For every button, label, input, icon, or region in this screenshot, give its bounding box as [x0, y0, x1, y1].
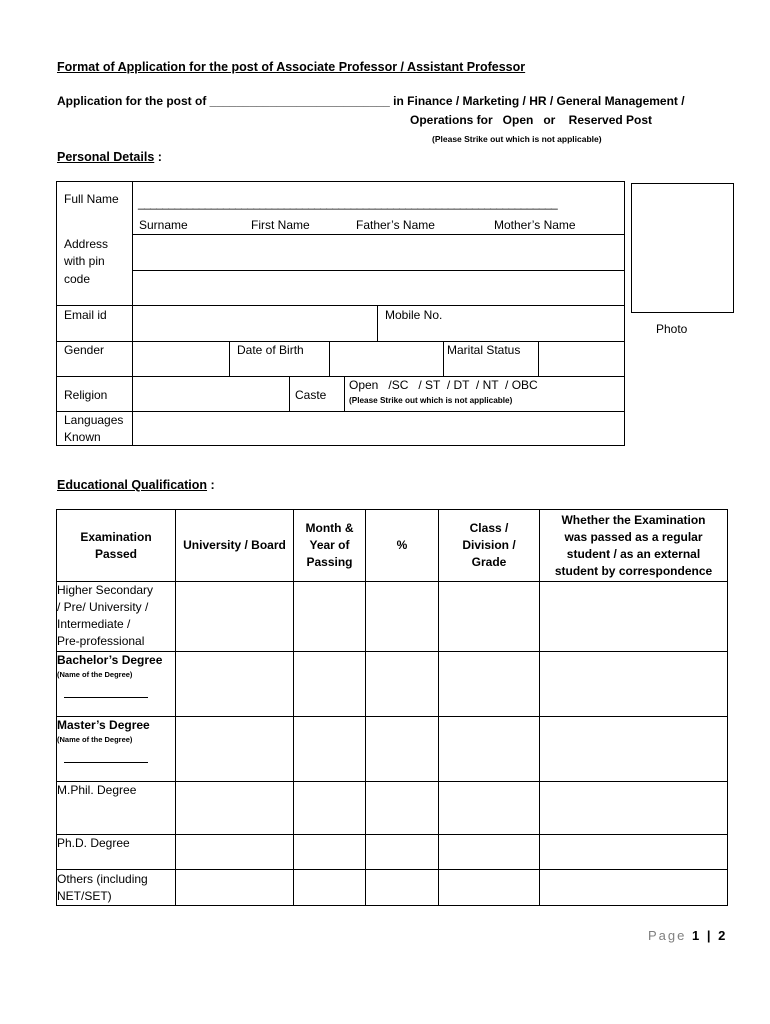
cell-input[interactable] [176, 652, 294, 717]
education-heading: Educational Qualification [57, 478, 208, 492]
personal-details-colon: : [154, 150, 162, 164]
table-row [57, 870, 728, 906]
col-university: University / Board [176, 510, 294, 582]
cell-input[interactable] [366, 870, 439, 906]
cell-input[interactable] [439, 835, 540, 870]
row-divider [57, 376, 624, 377]
cell-input[interactable] [176, 782, 294, 835]
cell-input[interactable] [540, 582, 728, 652]
application-post-line-2: Operations for Open or Reserved Post [410, 113, 653, 127]
col-divider [329, 341, 330, 376]
strike-out-note: (Please Strike out which is not applicable) [432, 134, 602, 144]
cell-input[interactable] [540, 652, 728, 717]
row-others [57, 870, 176, 906]
gender-label: Gender [64, 343, 105, 357]
table-row [57, 835, 728, 870]
cell-input[interactable] [439, 652, 540, 717]
col-divider [443, 341, 444, 376]
cell-input[interactable] [366, 782, 439, 835]
mothers-name-label: Mother’s Name [494, 218, 576, 232]
languages-label-2: Known [64, 430, 101, 444]
hs-line-2: / Pre/ University / [57, 600, 149, 614]
cell-input[interactable] [439, 717, 540, 782]
col-percent: % [366, 510, 439, 582]
education-table [56, 509, 728, 906]
fathers-name-label: Father’s Name [356, 218, 435, 232]
cell-input[interactable] [176, 835, 294, 870]
row-phd: Ph.D. Degree [57, 835, 176, 870]
cell-input[interactable] [294, 582, 366, 652]
cell-input[interactable] [294, 782, 366, 835]
languages-label-1: Languages [64, 413, 124, 427]
col-divider [289, 376, 290, 411]
cell-input[interactable] [294, 717, 366, 782]
caste-label: Caste [295, 388, 327, 402]
cell-input[interactable] [294, 652, 366, 717]
col-month-year: Month & Year of Passing [294, 510, 366, 582]
address-label-1: Address [64, 237, 109, 251]
table-row [57, 717, 728, 782]
col-exam-passed: Examination Passed [57, 510, 176, 582]
bachelor-label: Bachelor’s Degree [57, 653, 163, 667]
cell-input[interactable] [176, 582, 294, 652]
personal-details-heading-wrap [57, 150, 162, 164]
row-divider [57, 411, 624, 412]
cell-input[interactable] [439, 782, 540, 835]
col-divider [377, 305, 378, 341]
application-post-line: Application for the post of ___________________________ in Finance / Marketing / HR / General Management / [57, 94, 685, 108]
email-label: Email id [64, 308, 107, 322]
table-row [57, 582, 728, 652]
master-label: Master’s Degree [57, 718, 150, 732]
dob-label: Date of Birth [237, 343, 304, 357]
cell-input[interactable] [540, 835, 728, 870]
address-label-3: code [64, 272, 91, 286]
cell-input[interactable] [540, 782, 728, 835]
form-title: Format of Application for the post of Associate Professor / Assistant Professor [57, 60, 526, 74]
education-heading-wrap [57, 478, 215, 492]
personal-details-table [56, 181, 625, 446]
col-regular-external: Whether the Examination was passed as a regular student / as an external student by correspondence [540, 510, 728, 582]
table-row [57, 782, 728, 835]
page-number: 1 | 2 [692, 928, 728, 943]
cell-input[interactable] [366, 717, 439, 782]
master-degree-line[interactable] [64, 762, 148, 763]
cell-input[interactable] [294, 835, 366, 870]
row-bachelor [57, 652, 176, 717]
hs-line-4: Pre-professional [57, 634, 145, 648]
col-class-division: Class / Division / Grade [439, 510, 540, 582]
personal-details-heading: Personal Details [57, 150, 155, 164]
table-row [57, 652, 728, 717]
category-options[interactable]: Open /SC / ST / DT / NT / OBC [349, 378, 538, 392]
full-name-field[interactable]: _____________________________________________________________________ [138, 196, 558, 210]
cell-input[interactable] [366, 582, 439, 652]
cell-input[interactable] [176, 870, 294, 906]
bachelor-sub-label: (Name of the Degree) [57, 670, 133, 679]
page-footer [648, 928, 727, 943]
religion-label: Religion [64, 388, 108, 402]
marital-status-label: Marital Status [447, 343, 521, 357]
address-label-2: with pin [64, 254, 105, 268]
email-field[interactable] [133, 306, 377, 341]
col-divider [229, 341, 230, 376]
hs-line-1: Higher Secondary [57, 583, 154, 597]
col-divider [344, 376, 345, 411]
row-master [57, 717, 176, 782]
education-colon: : [207, 478, 215, 492]
category-strike-note: (Please Strike out which is not applicable) [349, 396, 513, 405]
row-mphil: M.Phil. Degree [57, 782, 176, 835]
photo-label: Photo [656, 322, 688, 336]
bachelor-degree-line[interactable] [64, 697, 148, 698]
photo-box[interactable] [631, 183, 734, 313]
cell-input[interactable] [439, 870, 540, 906]
row-higher-secondary [57, 582, 176, 652]
page-word: Page [648, 928, 687, 943]
others-line-2: NET/SET) [57, 889, 112, 903]
first-name-label: First Name [251, 218, 310, 232]
cell-input[interactable] [176, 717, 294, 782]
master-sub-label: (Name of the Degree) [57, 735, 133, 744]
cell-input[interactable] [439, 582, 540, 652]
hs-line-3: Intermediate / [57, 617, 131, 631]
cell-input[interactable] [540, 870, 728, 906]
mobile-label: Mobile No. [385, 308, 443, 322]
others-line-1: Others (including [57, 872, 148, 886]
address-field[interactable] [133, 235, 624, 305]
surname-label: Surname [139, 218, 188, 232]
cell-input[interactable] [366, 835, 439, 870]
cell-input[interactable] [366, 652, 439, 717]
col-divider [538, 341, 539, 376]
full-name-label: Full Name [64, 192, 119, 206]
cell-input[interactable] [294, 870, 366, 906]
cell-input[interactable] [540, 717, 728, 782]
table-header-row [57, 510, 728, 582]
